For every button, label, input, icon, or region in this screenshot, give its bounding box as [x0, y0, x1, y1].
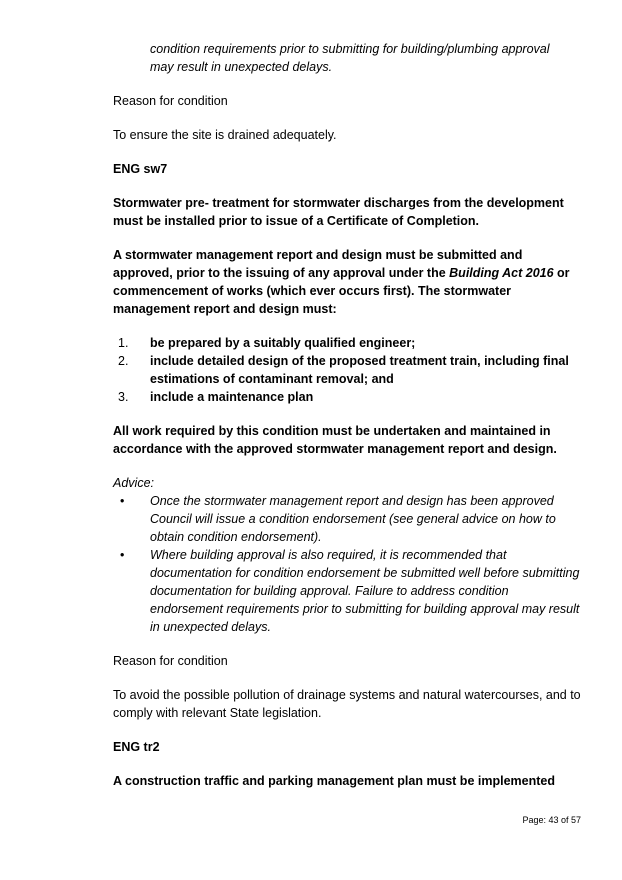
- list-item: [113, 492, 583, 546]
- page-number: Page: 43 of 57: [522, 815, 581, 825]
- bullet-icon: •: [120, 494, 125, 508]
- list-item-text: include detailed design of the proposed treatment train, including final estimations of contaminant removal; and: [150, 354, 569, 386]
- tr2-paragraph-1: A construction traffic and parking management plan must be implemented: [113, 774, 555, 788]
- advice-text: Once the stormwater management report and design has been approved Council will issue a condition endorsement (see general advice on how to obtain condition endorsement).: [150, 494, 556, 544]
- list-item-text: include a maintenance plan: [150, 390, 314, 404]
- sw7-paragraph-2-part2: or commencement of works (which ever occurs first). The stormwater management report and design must:: [113, 266, 570, 316]
- condition-heading-sw7: ENG sw7: [113, 162, 168, 176]
- list-item-number: 3.: [118, 390, 129, 404]
- list-item: [113, 546, 583, 636]
- list-item-number: 2.: [118, 354, 129, 368]
- sw7-paragraph-3: All work required by this condition must be undertaken and maintained in accordance with the approved stormwater management report and design.: [113, 424, 557, 456]
- reason-text-2: To avoid the possible pollution of drainage systems and natural watercourses, and to comply with relevant State legislation.: [113, 688, 581, 720]
- list-item-text: be prepared by a suitably qualified engineer;: [150, 336, 416, 350]
- building-act-reference: Building Act 2016: [449, 266, 554, 280]
- advice-list: [113, 492, 583, 636]
- list-item: [113, 352, 583, 388]
- bullet-icon: •: [120, 548, 125, 562]
- advice-label: Advice:: [113, 476, 154, 490]
- document-page: [113, 40, 583, 790]
- condition-heading-tr2: ENG tr2: [113, 740, 160, 754]
- sw7-requirements-list: [113, 334, 583, 406]
- sw7-paragraph-2-part1: A stormwater management report and design must be submitted and approved, prior to the issuing of any approval under the: [113, 248, 523, 280]
- continuation-line-2: may result in unexpected delays.: [150, 60, 333, 74]
- sw7-paragraph-2: [113, 246, 583, 318]
- reason-text-1: To ensure the site is drained adequately.: [113, 128, 337, 142]
- continuation-line-1: condition requirements prior to submitting for building/plumbing approval: [150, 42, 550, 56]
- reason-heading-2: Reason for condition: [113, 654, 228, 668]
- sw7-paragraph-1: Stormwater pre- treatment for stormwater discharges from the development must be installed prior to issue of a Certificate of Completion.: [113, 196, 564, 228]
- list-item: [113, 334, 583, 352]
- advice-text: Where building approval is also required, it is recommended that documentation for condition endorsement be submitted well before submitting documentation for building approval. Failure to address condition endorsement requirements prior to submitting for building approval may result in unexpected delays.: [150, 548, 580, 634]
- list-item-number: 1.: [118, 336, 129, 350]
- list-item: [113, 388, 583, 406]
- reason-heading-1: Reason for condition: [113, 94, 228, 108]
